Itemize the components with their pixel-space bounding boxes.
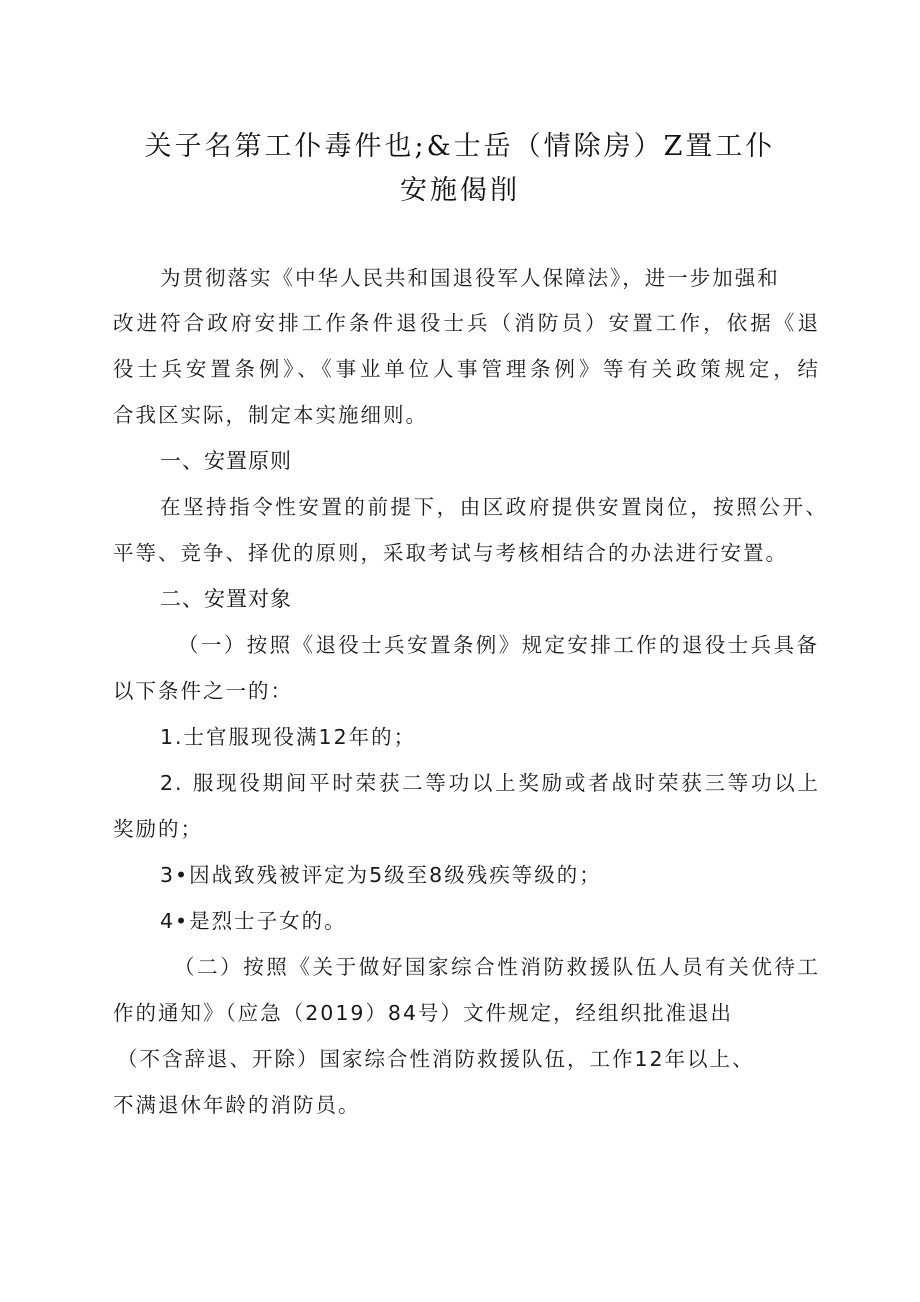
- section-2-para-1-line-2: 以下条件之一的：: [113, 679, 293, 703]
- section-2-heading: 二、安置对象: [160, 587, 292, 611]
- intro-line-1: 为贯彻落实《中华人民共和国退役军人保障法》，进一步加强和: [160, 266, 780, 290]
- section-2-para-1-line-1: （一）按照《退役士兵安置条例》规定安排工作的退役士兵具备: [178, 633, 819, 657]
- document-title-line-2: 安施偈削: [400, 175, 520, 206]
- list-item-4: 4•是烈士子女的。: [160, 909, 347, 933]
- section-1-heading: 一、安置原则: [160, 449, 292, 473]
- list-item-3: 3•因战致残被评定为5级至8级残疾等级的；: [160, 863, 602, 887]
- document-title-line-1: 关子名第工仆毒件也;&士岳（情除房）Z置工仆: [144, 131, 776, 162]
- intro-line-2: 改进符合政府安排工作条件退役士兵（消防员）安置工作，依据《退: [113, 311, 820, 335]
- list-item-2-line-1: 2. 服现役期间平时荣获二等功以上奖励或者战时荣获三等功以上: [160, 771, 820, 795]
- section-2-para-2-line-3: （不含辞退、开除）国家综合性消防救援队伍，工作12年以上、: [117, 1047, 755, 1071]
- section-1-line-2: 平等、竞争、择优的原则，采取考试与考核相结合的办法进行安置。: [113, 541, 788, 565]
- section-2-para-2-line-1: （二）按照《关于做好国家综合性消防救援队伍人员有关优待工: [174, 955, 820, 979]
- section-1-line-1: 在坚持指令性安置的前提下，由区政府提供安置岗位，按照公开、: [160, 495, 828, 519]
- list-item-2-line-2: 奖励的；: [113, 817, 203, 841]
- list-item-1: 1.士官服现役满12年的；: [160, 725, 417, 749]
- intro-line-4: 合我区实际，制定本实施细则。: [113, 403, 428, 427]
- intro-line-3: 役士兵安置条例》、《事业单位人事管理条例》等有关政策规定，结: [113, 357, 820, 381]
- section-2-para-2-line-2: 作的通知》（应急（2019）84号）文件规定，经组织批准退出: [113, 1001, 734, 1025]
- section-2-para-2-line-4: 不满退休年龄的消防员。: [113, 1093, 361, 1117]
